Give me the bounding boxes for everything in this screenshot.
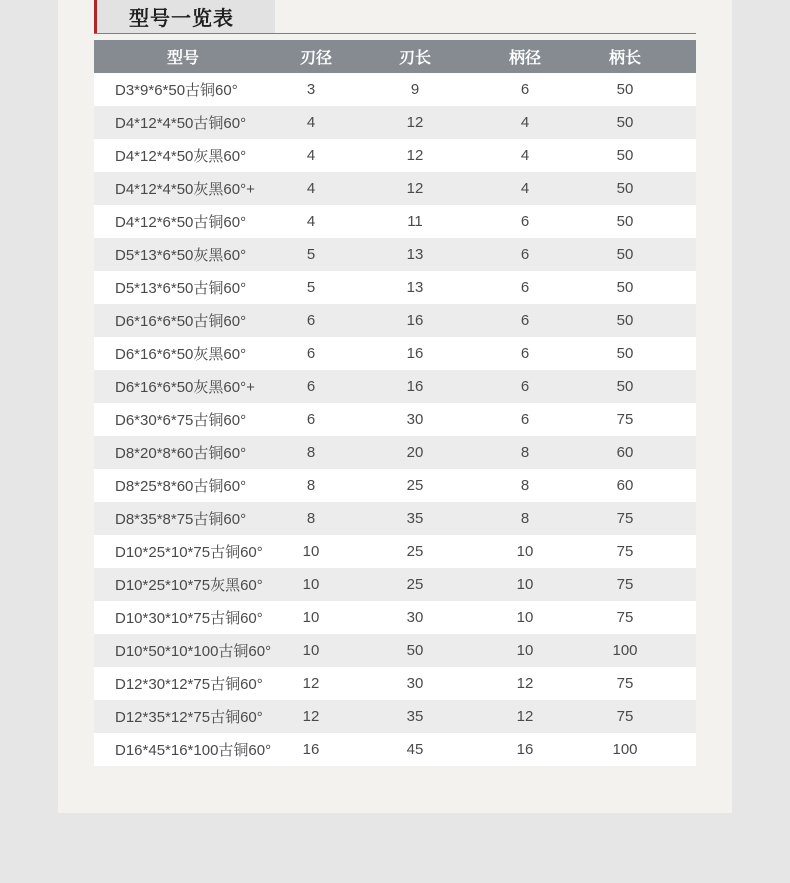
cell-model: D4*12*4*50灰黑60°+ [115,181,255,198]
cell-blade-diameter: 4 [306,180,316,197]
cell-shank-diameter: 10 [516,543,534,560]
cell-blade-length: 30 [406,675,424,692]
cell-shank-diameter: 4 [520,180,530,197]
cell-blade-diameter: 12 [302,708,320,725]
table-row [94,700,696,733]
cell-blade-diameter: 4 [306,114,316,131]
cell-model: D4*12*4*50古铜60° [115,115,247,132]
cell-blade-diameter: 4 [306,213,316,230]
cell-shank-diameter: 6 [520,411,530,428]
cell-shank-length: 50 [616,345,634,362]
cell-shank-length: 50 [616,378,634,395]
table-row [94,205,696,238]
header-blade-diameter: 刃径 [299,50,332,67]
cell-shank-length: 75 [616,576,634,593]
cell-shank-length: 75 [616,543,634,560]
cell-blade-diameter: 8 [306,444,316,461]
table-row [94,469,696,502]
table-row [94,634,696,667]
cell-shank-length: 75 [616,609,634,626]
cell-model: D6*16*6*50灰黑60° [115,346,247,363]
cell-shank-length: 50 [616,246,634,263]
cell-shank-length: 60 [616,444,634,461]
cell-shank-diameter: 6 [520,378,530,395]
cell-shank-length: 50 [616,147,634,164]
cell-model: D12*30*12*75古铜60° [115,676,263,693]
cell-blade-length: 9 [410,81,420,98]
cell-shank-diameter: 6 [520,213,530,230]
cell-shank-length: 50 [616,114,634,131]
cell-shank-diameter: 8 [520,477,530,494]
cell-blade-diameter: 8 [306,510,316,527]
cell-blade-diameter: 10 [302,543,320,560]
cell-shank-diameter: 4 [520,114,530,131]
cell-model: D5*13*6*50古铜60° [115,280,247,297]
table-row [94,667,696,700]
cell-blade-length: 16 [406,345,424,362]
table-row [94,172,696,205]
cell-blade-length: 35 [406,708,424,725]
header-blade-length: 刃长 [398,50,431,67]
table-row [94,370,696,403]
header-model: 型号 [166,50,199,67]
cell-shank-diameter: 6 [520,312,530,329]
cell-model: D6*16*6*50灰黑60°+ [115,379,255,396]
table-row [94,73,696,106]
cell-blade-length: 20 [406,444,424,461]
table-row [94,436,696,469]
section-header [94,0,696,34]
cell-shank-length: 75 [616,708,634,725]
cell-blade-length: 12 [406,114,424,131]
cell-blade-diameter: 10 [302,642,320,659]
cell-blade-diameter: 3 [306,81,316,98]
cell-shank-diameter: 10 [516,642,534,659]
cell-blade-diameter: 10 [302,576,320,593]
cell-blade-length: 12 [406,147,424,164]
cell-model: D4*12*6*50古铜60° [115,214,247,231]
cell-blade-length: 13 [406,279,424,296]
cell-model: D10*25*10*75灰黑60° [115,577,263,594]
cell-blade-diameter: 10 [302,609,320,626]
cell-shank-length: 60 [616,477,634,494]
table-row [94,568,696,601]
cell-blade-diameter: 12 [302,675,320,692]
cell-model: D8*35*8*75古铜60° [115,511,247,528]
cell-model: D8*20*8*60古铜60° [115,445,247,462]
cell-model: D4*12*4*50灰黑60° [115,148,247,165]
cell-shank-diameter: 4 [520,147,530,164]
page-title: 型号一览表 [97,0,275,33]
cell-shank-diameter: 6 [520,246,530,263]
table-row [94,733,696,766]
cell-blade-length: 16 [406,312,424,329]
cell-blade-length: 25 [406,543,424,560]
model-table [94,40,696,766]
table-row [94,139,696,172]
cell-shank-length: 75 [616,510,634,527]
cell-blade-diameter: 5 [306,246,316,263]
cell-shank-diameter: 6 [520,81,530,98]
header-shank-diameter: 柄径 [508,50,541,67]
table-row [94,271,696,304]
cell-model: D10*50*10*100古铜60° [115,643,272,660]
cell-blade-length: 25 [406,576,424,593]
cell-shank-diameter: 12 [516,675,534,692]
table-row [94,337,696,370]
table-row [94,535,696,568]
cell-shank-diameter: 10 [516,576,534,593]
cell-shank-length: 75 [616,675,634,692]
cell-blade-diameter: 6 [306,345,316,362]
table-row [94,502,696,535]
cell-model: D12*35*12*75古铜60° [115,709,263,726]
cell-shank-length: 100 [612,642,638,659]
table-header [94,40,696,73]
cell-model: D10*30*10*75古铜60° [115,610,263,627]
table-row [94,403,696,436]
cell-blade-length: 30 [406,411,424,428]
header-shank-length: 柄长 [608,50,641,67]
cell-model: D8*25*8*60古铜60° [115,478,247,495]
cell-blade-length: 12 [406,180,424,197]
cell-model: D6*30*6*75古铜60° [115,412,247,429]
cell-shank-length: 50 [616,312,634,329]
cell-blade-length: 45 [406,741,424,758]
cell-shank-diameter: 8 [520,444,530,461]
cell-blade-diameter: 4 [306,147,316,164]
table-row [94,601,696,634]
cell-shank-diameter: 12 [516,708,534,725]
cell-shank-length: 100 [612,741,638,758]
cell-shank-diameter: 6 [520,345,530,362]
cell-blade-length: 30 [406,609,424,626]
cell-model: D3*9*6*50古铜60° [115,82,238,99]
table-row [94,238,696,271]
table-body [94,73,696,766]
cell-blade-diameter: 6 [306,411,316,428]
cell-shank-length: 50 [616,180,634,197]
cell-shank-length: 75 [616,411,634,428]
cell-shank-diameter: 10 [516,609,534,626]
cell-blade-length: 35 [406,510,424,527]
cell-model: D16*45*16*100古铜60° [115,742,272,759]
cell-model: D10*25*10*75古铜60° [115,544,263,561]
cell-shank-diameter: 16 [516,741,534,758]
cell-model: D6*16*6*50古铜60° [115,313,247,330]
cell-shank-length: 50 [616,279,634,296]
cell-shank-length: 50 [616,81,634,98]
cell-blade-length: 16 [406,378,424,395]
table-row [94,106,696,139]
cell-shank-length: 50 [616,213,634,230]
cell-model: D5*13*6*50灰黑60° [115,247,247,264]
cell-blade-length: 25 [406,477,424,494]
cell-blade-diameter: 5 [306,279,316,296]
cell-shank-diameter: 8 [520,510,530,527]
cell-blade-diameter: 6 [306,378,316,395]
cell-blade-length: 13 [406,246,424,263]
cell-blade-diameter: 6 [306,312,316,329]
cell-shank-diameter: 6 [520,279,530,296]
cell-blade-length: 50 [406,642,424,659]
cell-blade-length: 11 [407,213,423,230]
cell-blade-diameter: 16 [302,741,320,758]
cell-blade-diameter: 8 [306,477,316,494]
table-row [94,304,696,337]
